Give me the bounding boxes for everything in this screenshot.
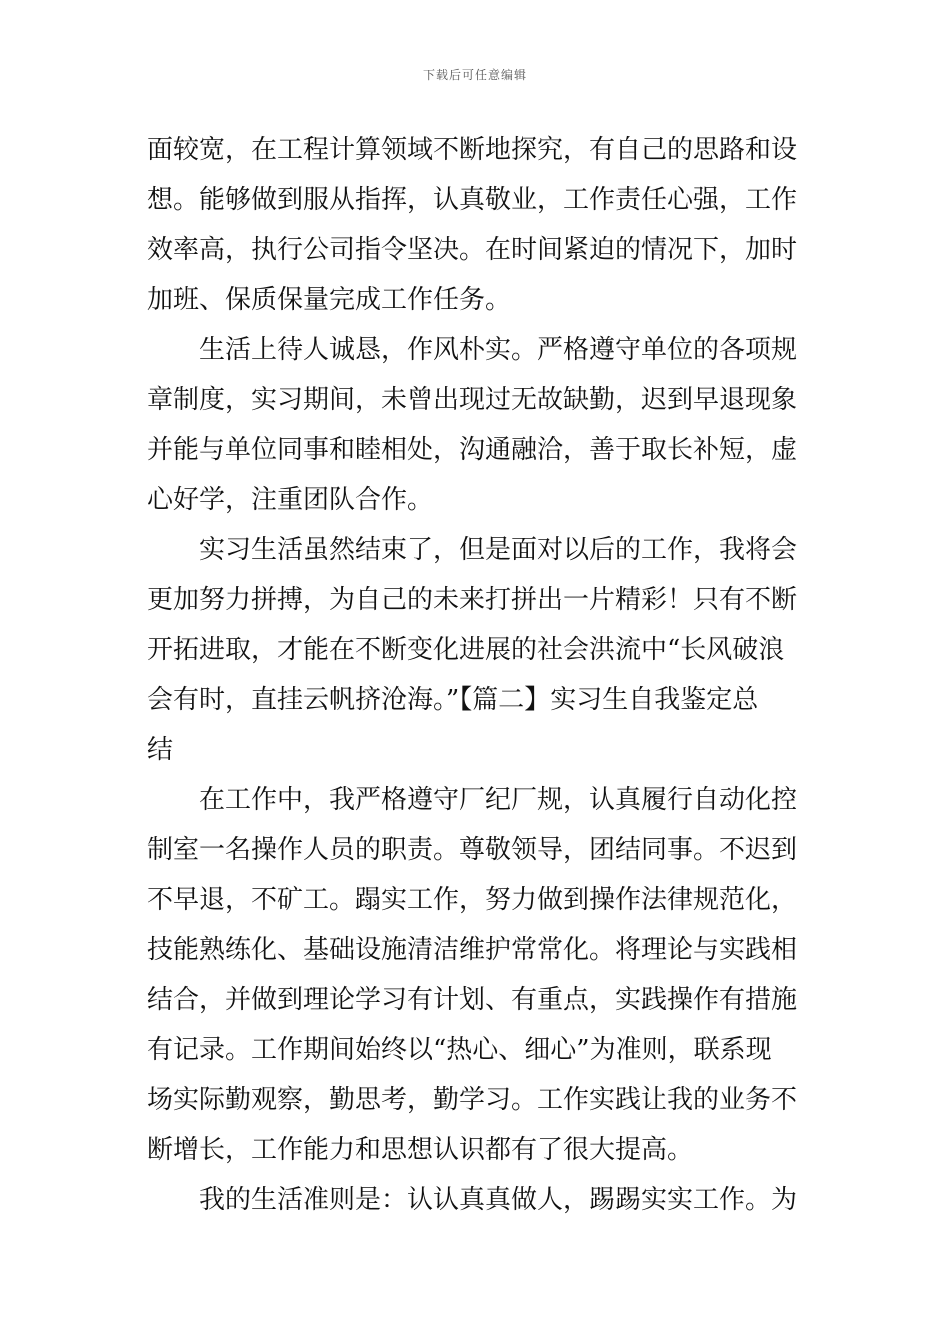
text-line: 会有时，直挂云帆挤沧海。”【篇二】实习生自我鉴定总	[147, 685, 759, 715]
text-line: 效率高，执行公司指令坚决。在时间紧迫的情况下，加时	[147, 235, 798, 265]
text-line: 断增长，工作能力和思想认识都有了很大提高。	[147, 1135, 694, 1165]
text-line: 并能与单位同事和睦相处，沟通融洽，善于取长补短，虚	[147, 435, 798, 465]
text-line: 加班、保质保量完成工作任务。	[147, 285, 512, 315]
text-line: 面较宽，在工程计算领域不断地探究，有自己的思路和设	[147, 135, 798, 165]
paragraph-first-line: 实习生活虽然结束了，但是面对以后的工作，我将会	[199, 535, 798, 565]
text-line: 结合，并做到理论学习有计划、有重点，实践操作有措施	[147, 985, 798, 1015]
text-line: 制室一名操作人员的职责。尊敬领导，团结同事。不迟到	[147, 835, 798, 865]
paragraph-first-line: 生活上待人诚恳，作风朴实。严格遵守单位的各项规	[199, 335, 798, 365]
paragraph-first-line: 我的生活准则是：认认真真做人，踢踢实实工作。为	[199, 1185, 798, 1215]
text-line: 开拓进取，才能在不断变化进展的社会洪流中“长风破浪	[147, 635, 785, 665]
text-line: 场实际勤观察，勤思考，勤学习。工作实践让我的业务不	[147, 1085, 798, 1115]
text-line: 章制度，实习期间，未曾出现过无故缺勤，迟到早退现象	[147, 385, 798, 415]
text-line: 技能熟练化、基础设施清洁维护常常化。将理论与实践相	[147, 935, 798, 965]
text-line: 想。能够做到服从指挥，认真敬业，工作责任心强，工作	[147, 185, 798, 215]
text-line: 心好学，注重团队合作。	[147, 485, 434, 515]
paragraph-first-line: 在工作中，我严格遵守厂纪厂规，认真履行自动化控	[199, 785, 798, 815]
text-line: 结	[147, 735, 174, 765]
text-line: 不早退，不矿工。蹋实工作，努力做到操作法律规范化，	[147, 885, 798, 915]
text-line: 更加努力拼搏，为自己的未来打拼出一片精彩！只有不断	[147, 585, 798, 615]
text-line: 有记录。工作期间始终以“热心、细心”为准则，联系现	[147, 1035, 772, 1065]
header-note: 下载后可任意编辑	[422, 68, 527, 82]
